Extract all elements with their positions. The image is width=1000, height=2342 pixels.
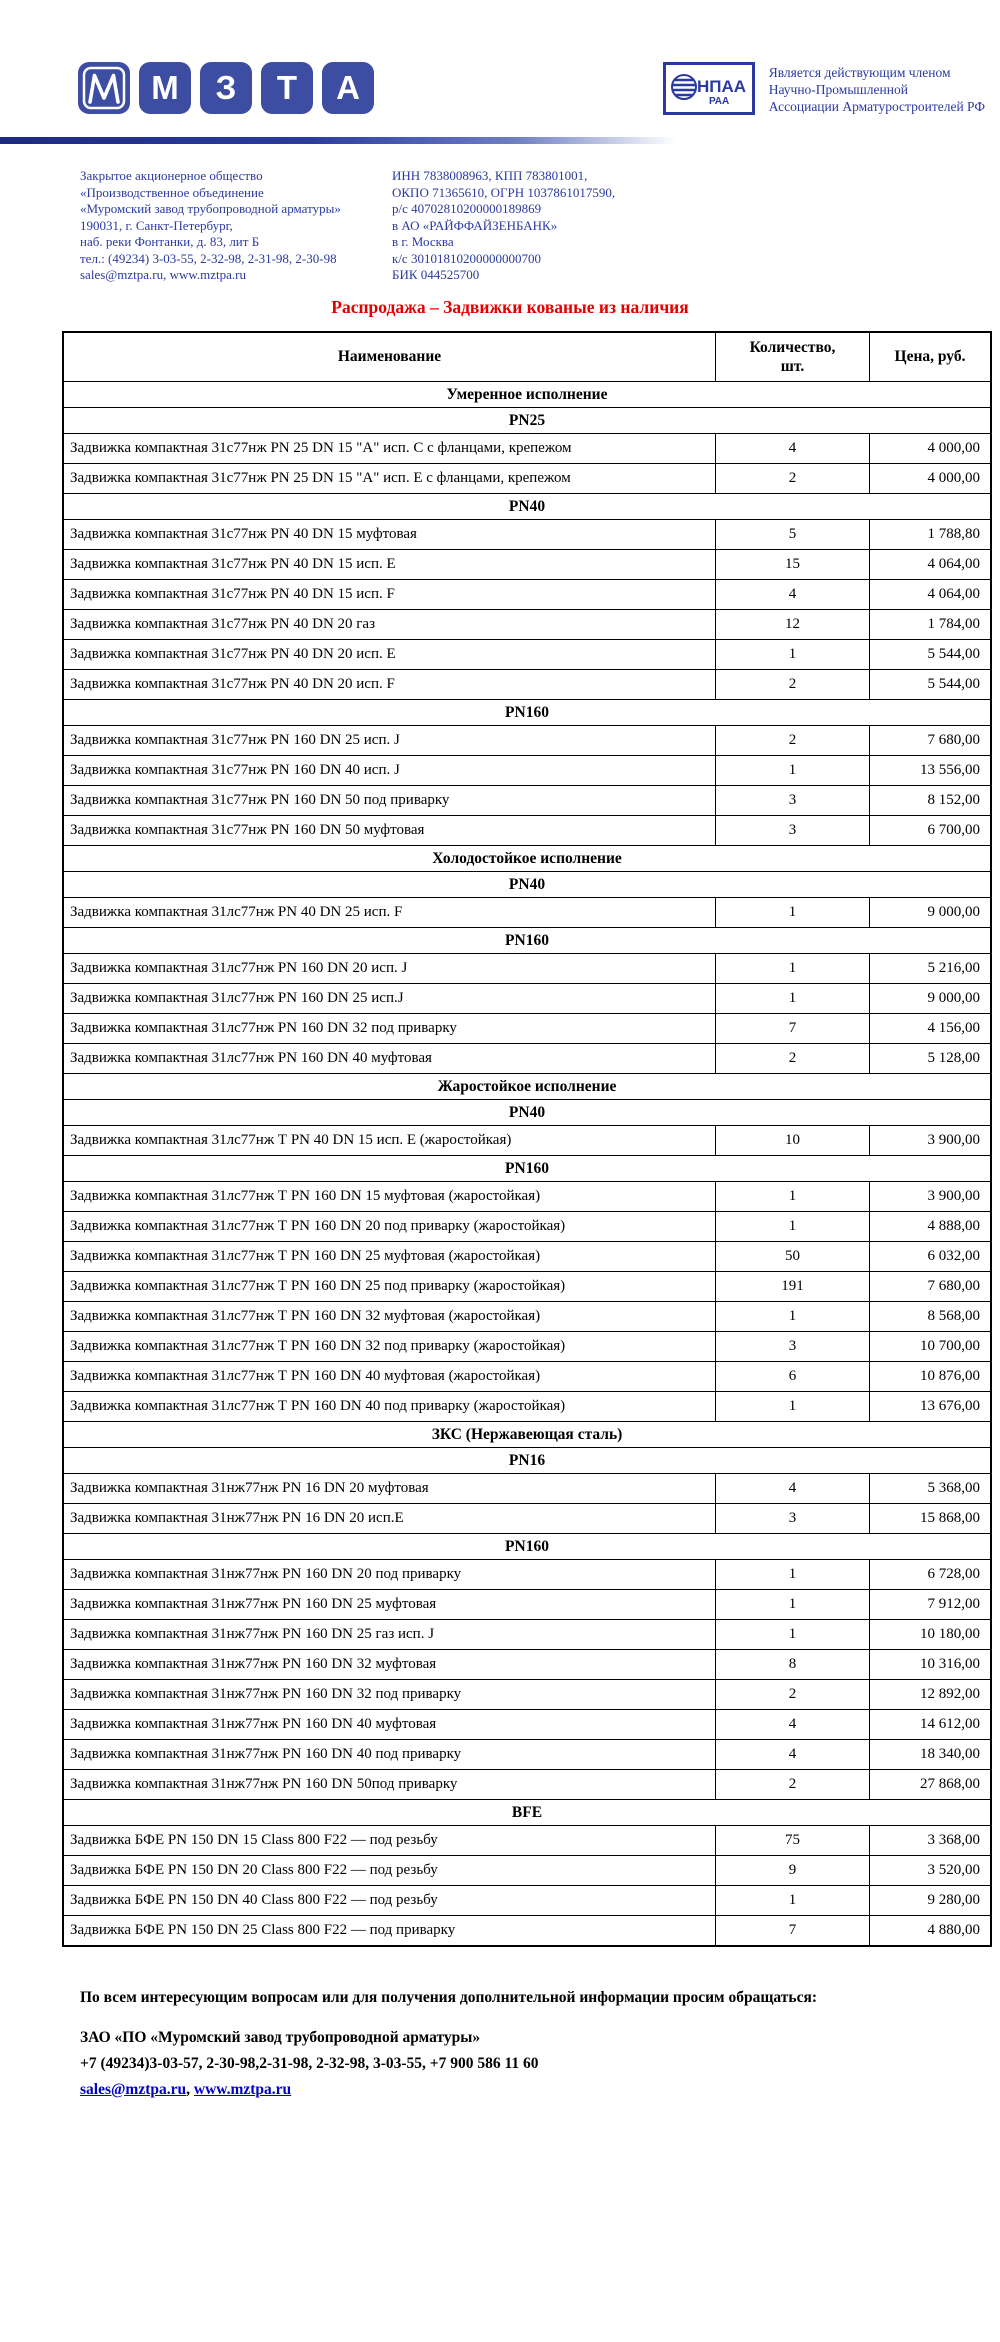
- table-row: [63, 1391, 991, 1421]
- table-row: [63, 1181, 991, 1211]
- section-label-cell: PN160: [63, 927, 991, 953]
- table-row: [63, 897, 991, 927]
- table-row: [63, 983, 991, 1013]
- item-name-cell: Задвижка компактная 31с77нж PN 160 DN 50 муфтовая: [63, 815, 716, 845]
- item-name-cell: Задвижка компактная 31лс77нж Т PN 160 DN 32 муфтовая (жаростойкая): [63, 1301, 716, 1331]
- item-price-cell: 4 000,00: [870, 433, 992, 463]
- subsection-row: [63, 407, 991, 433]
- table-row: [63, 815, 991, 845]
- item-qty-cell: 1: [716, 1885, 870, 1915]
- item-qty-cell: 2: [716, 463, 870, 493]
- table-row: [63, 1211, 991, 1241]
- item-price-cell: 9 280,00: [870, 1885, 992, 1915]
- header-qty-line1: Количество,: [749, 338, 836, 356]
- item-qty-cell: 7: [716, 1915, 870, 1946]
- item-qty-cell: 3: [716, 815, 870, 845]
- section-row: [63, 1421, 991, 1447]
- item-qty-cell: 4: [716, 433, 870, 463]
- item-price-cell: 7 912,00: [870, 1589, 992, 1619]
- mzta-emblem-icon: [78, 62, 130, 114]
- subsection-row: [63, 927, 991, 953]
- table-row: [63, 1361, 991, 1391]
- item-qty-cell: 1: [716, 1391, 870, 1421]
- item-name-cell: Задвижка компактная 31лс77нж Т PN 160 DN 20 под приварку (жаростойкая): [63, 1211, 716, 1241]
- item-qty-cell: 1: [716, 953, 870, 983]
- section-label-cell: PN160: [63, 1533, 991, 1559]
- item-qty-cell: 12: [716, 609, 870, 639]
- item-price-cell: 6 728,00: [870, 1559, 992, 1589]
- company-address-line: Закрытое акционерное общество: [80, 168, 263, 183]
- item-name-cell: Задвижка компактная 31с77нж PN 25 DN 15 "А" исп. Е с фланцами, крепежом: [63, 463, 716, 493]
- table-row: [63, 1825, 991, 1855]
- item-name-cell: Задвижка компактная 31нж77нж PN 160 DN 32 под приварку: [63, 1679, 716, 1709]
- item-qty-cell: 6: [716, 1361, 870, 1391]
- item-qty-cell: 4: [716, 1709, 870, 1739]
- item-name-cell: Задвижка компактная 31лс77нж Т PN 160 DN 32 под приварку (жаростойкая): [63, 1331, 716, 1361]
- table-row: [63, 785, 991, 815]
- table-row: [63, 1915, 991, 1946]
- section-row: [63, 1799, 991, 1825]
- table-row: [63, 549, 991, 579]
- item-price-cell: 8 568,00: [870, 1301, 992, 1331]
- item-name-cell: Задвижка компактная 31с77нж PN 40 DN 20 исп. Е: [63, 639, 716, 669]
- item-price-cell: 5 544,00: [870, 639, 992, 669]
- item-qty-cell: 4: [716, 1473, 870, 1503]
- company-address-line: 190031, г. Санкт-Петербург,: [80, 217, 233, 233]
- table-row: [63, 463, 991, 493]
- table-row: [63, 1013, 991, 1043]
- table-row: [63, 519, 991, 549]
- table-row: [63, 953, 991, 983]
- company-address-line: «Муромский завод трубопроводной арматуры»: [80, 201, 341, 216]
- item-name-cell: Задвижка компактная 31с77нж PN 160 DN 40 исп. J: [63, 755, 716, 785]
- item-name-cell: Задвижка компактная 31лс77нж Т PN 40 DN 15 исп. Е (жаростойкая): [63, 1125, 716, 1155]
- mzta-letter-square: М: [139, 62, 191, 114]
- item-qty-cell: 8: [716, 1649, 870, 1679]
- item-price-cell: 4 880,00: [870, 1915, 992, 1946]
- item-price-cell: 9 000,00: [870, 983, 992, 1013]
- header-name: Наименование: [63, 332, 716, 382]
- item-qty-cell: 1: [716, 639, 870, 669]
- item-name-cell: Задвижка компактная 31с77нж PN 40 DN 15 муфтовая: [63, 519, 716, 549]
- company-address-block: [80, 168, 392, 284]
- table-row: [63, 1331, 991, 1361]
- item-name-cell: Задвижка компактная 31с77нж PN 25 DN 15 "А" исп. С с фланцами, крепежом: [63, 433, 716, 463]
- item-price-cell: 4 888,00: [870, 1211, 992, 1241]
- item-name-cell: Задвижка компактная 31с77нж PN 40 DN 20 исп. F: [63, 669, 716, 699]
- membership-line: Научно-Промышленной: [768, 82, 908, 97]
- item-name-cell: Задвижка компактная 31нж77нж PN 160 DN 32 муфтовая: [63, 1649, 716, 1679]
- item-name-cell: Задвижка компактная 31нж77нж PN 160 DN 25 газ исп. J: [63, 1619, 716, 1649]
- table-row: [63, 579, 991, 609]
- item-qty-cell: 191: [716, 1271, 870, 1301]
- item-price-cell: 1 788,80: [870, 519, 992, 549]
- item-qty-cell: 2: [716, 725, 870, 755]
- item-price-cell: 10 316,00: [870, 1649, 992, 1679]
- membership-line: Является действующим членом: [768, 65, 951, 80]
- table-row: [63, 1503, 991, 1533]
- section-label-cell: PN40: [63, 871, 991, 897]
- table-header-row: [63, 332, 991, 382]
- item-price-cell: 3 900,00: [870, 1125, 992, 1155]
- table-row: [63, 1679, 991, 1709]
- table-row: [63, 1709, 991, 1739]
- item-name-cell: Задвижка компактная 31лс77нж Т PN 160 DN 40 под приварку (жаростойкая): [63, 1391, 716, 1421]
- table-row: [63, 1769, 991, 1799]
- section-label-cell: BFE: [63, 1799, 991, 1825]
- item-price-cell: 5 128,00: [870, 1043, 992, 1073]
- footer-note: По всем интересующим вопросам или для получения дополнительной информации просим обращаться:: [80, 1988, 818, 2006]
- section-label-cell: PN160: [63, 1155, 991, 1181]
- item-name-cell: Задвижка компактная 31с77нж PN 40 DN 15 исп. Е: [63, 549, 716, 579]
- table-row: [63, 639, 991, 669]
- table-row: [63, 1739, 991, 1769]
- item-price-cell: 10 876,00: [870, 1361, 992, 1391]
- npaa-logo-icon: [663, 62, 755, 115]
- company-requisites-line: в АО «РАЙФФАЙЗЕНБАНК»: [392, 217, 558, 233]
- item-price-cell: 3 900,00: [870, 1181, 992, 1211]
- page-title: Распродажа – Задвижки кованые из наличия: [331, 296, 689, 317]
- item-name-cell: Задвижка компактная 31лс77нж Т PN 160 DN 25 под приварку (жаростойкая): [63, 1271, 716, 1301]
- item-name-cell: Задвижка компактная 31с77нж PN 160 DN 50 под приварку: [63, 785, 716, 815]
- item-name-cell: Задвижка компактная 31нж77нж PN 16 DN 20 исп.Е: [63, 1503, 716, 1533]
- item-price-cell: 6 700,00: [870, 815, 992, 845]
- item-qty-cell: 2: [716, 1043, 870, 1073]
- table-row: [63, 1885, 991, 1915]
- item-price-cell: 27 868,00: [870, 1769, 992, 1799]
- membership-line: Ассоциации Арматуростроителей РФ: [768, 99, 985, 114]
- item-qty-cell: 3: [716, 785, 870, 815]
- item-qty-cell: 15: [716, 549, 870, 579]
- subsection-row: [63, 1447, 991, 1473]
- footer-site-link[interactable]: www.mztpa.ru: [193, 2080, 292, 2098]
- item-price-cell: 4 156,00: [870, 1013, 992, 1043]
- company-requisites-block: [392, 168, 722, 284]
- mzta-letter-square: А: [322, 62, 374, 114]
- item-qty-cell: 1: [716, 1211, 870, 1241]
- table-row: [63, 609, 991, 639]
- item-price-cell: 15 868,00: [870, 1503, 992, 1533]
- item-name-cell: Задвижка компактная 31нж77нж PN 16 DN 20 муфтовая: [63, 1473, 716, 1503]
- item-price-cell: 10 180,00: [870, 1619, 992, 1649]
- table-row: [63, 1473, 991, 1503]
- table-row: [63, 725, 991, 755]
- subsection-row: [63, 1099, 991, 1125]
- company-requisites-line: в г. Москва: [392, 234, 454, 249]
- item-name-cell: Задвижка компактная 31лс77нж Т PN 160 DN 40 муфтовая (жаростойкая): [63, 1361, 716, 1391]
- price-table: [62, 331, 992, 1947]
- company-address-line: «Производственное объединение: [80, 184, 264, 200]
- item-price-cell: 4 064,00: [870, 549, 992, 579]
- item-price-cell: 18 340,00: [870, 1739, 992, 1769]
- table-row: [63, 1125, 991, 1155]
- subsection-row: [63, 493, 991, 519]
- item-price-cell: 4 000,00: [870, 463, 992, 493]
- item-qty-cell: 5: [716, 519, 870, 549]
- mzta-letter-square: З: [200, 62, 252, 114]
- mzta-letter-square: Т: [261, 62, 313, 114]
- company-requisites-line: р/с 40702810200000189869: [392, 201, 542, 216]
- footer-links: [80, 2077, 958, 2103]
- item-price-cell: 6 032,00: [870, 1241, 992, 1271]
- npaa-sub-letters: РАА: [708, 96, 729, 107]
- item-qty-cell: 4: [716, 1739, 870, 1769]
- item-name-cell: Задвижка компактная 31лс77нж Т PN 160 DN 25 муфтовая (жаростойкая): [63, 1241, 716, 1271]
- item-qty-cell: 1: [716, 755, 870, 785]
- subsection-row: [63, 1533, 991, 1559]
- company-info: [0, 144, 1000, 284]
- item-price-cell: 5 544,00: [870, 669, 992, 699]
- section-label-cell: PN25: [63, 407, 991, 433]
- table-row: [63, 1241, 991, 1271]
- section-label-cell: PN40: [63, 493, 991, 519]
- company-requisites-line: к/с 30101810200000000700: [392, 250, 541, 266]
- header-divider-bar: [0, 137, 690, 144]
- item-price-cell: 3 520,00: [870, 1855, 992, 1885]
- section-label-cell: PN160: [63, 699, 991, 725]
- item-qty-cell: 1: [716, 1181, 870, 1211]
- table-row: [63, 1619, 991, 1649]
- item-price-cell: 13 556,00: [870, 755, 992, 785]
- header-qty: [716, 332, 870, 382]
- table-row: [63, 1301, 991, 1331]
- table-row: [63, 669, 991, 699]
- item-name-cell: Задвижка компактная 31нж77нж PN 160 DN 40 муфтовая: [63, 1709, 716, 1739]
- header-price: Цена, руб.: [870, 332, 992, 382]
- mzta-letter-squares: [139, 62, 374, 114]
- header-qty-line2: шт.: [780, 357, 805, 375]
- company-requisites-line: БИК 044525700: [392, 267, 480, 282]
- section-row: [63, 381, 991, 407]
- footer-link-separator: ,: [186, 2080, 194, 2098]
- item-name-cell: Задвижка компактная 31лс77нж PN 160 DN 40 муфтовая: [63, 1043, 716, 1073]
- npaa-letters: НПАА: [696, 77, 746, 96]
- item-price-cell: 5 216,00: [870, 953, 992, 983]
- item-qty-cell: 4: [716, 579, 870, 609]
- footer: [0, 1947, 958, 2103]
- item-qty-cell: 10: [716, 1125, 870, 1155]
- section-label-cell: Жаростойкое исполнение: [63, 1073, 991, 1099]
- item-price-cell: 7 680,00: [870, 725, 992, 755]
- item-name-cell: Задвижка компактная 31лс77нж PN 40 DN 25 исп. F: [63, 897, 716, 927]
- section-row: [63, 845, 991, 871]
- item-price-cell: 9 000,00: [870, 897, 992, 927]
- item-name-cell: Задвижка БФЕ PN 150 DN 15 Class 800 F22 — под резьбу: [63, 1825, 716, 1855]
- footer-phones: +7 (49234)3-03-57, 2-30-98,2-31-98, 2-32-98, 3-03-55, +7 900 586 11 60: [80, 2054, 539, 2072]
- section-row: [63, 1073, 991, 1099]
- item-qty-cell: 1: [716, 1619, 870, 1649]
- section-label-cell: PN16: [63, 1447, 991, 1473]
- price-table-body: [63, 381, 991, 1946]
- section-label-cell: PN40: [63, 1099, 991, 1125]
- item-name-cell: Задвижка компактная 31нж77нж PN 160 DN 20 под приварку: [63, 1559, 716, 1589]
- item-name-cell: Задвижка компактная 31с77нж PN 160 DN 25 исп. J: [63, 725, 716, 755]
- section-label-cell: Умеренное исполнение: [63, 381, 991, 407]
- item-name-cell: Задвижка компактная 31нж77нж PN 160 DN 25 муфтовая: [63, 1589, 716, 1619]
- item-qty-cell: 1: [716, 1559, 870, 1589]
- item-name-cell: Задвижка компактная 31нж77нж PN 160 DN 40 под приварку: [63, 1739, 716, 1769]
- item-qty-cell: 1: [716, 983, 870, 1013]
- item-name-cell: Задвижка БФЕ PN 150 DN 25 Class 800 F22 — под приварку: [63, 1915, 716, 1946]
- footer-company: ЗАО «ПО «Муромский завод трубопроводной арматуры»: [80, 2028, 481, 2046]
- item-qty-cell: 1: [716, 1301, 870, 1331]
- item-price-cell: 13 676,00: [870, 1391, 992, 1421]
- subsection-row: [63, 871, 991, 897]
- table-row: [63, 1649, 991, 1679]
- item-name-cell: Задвижка БФЕ PN 150 DN 20 Class 800 F22 — под резьбу: [63, 1855, 716, 1885]
- item-qty-cell: 50: [716, 1241, 870, 1271]
- item-qty-cell: 75: [716, 1825, 870, 1855]
- item-qty-cell: 7: [716, 1013, 870, 1043]
- item-qty-cell: 2: [716, 1769, 870, 1799]
- company-address-line: тел.: (49234) 3-03-55, 2-32-98, 2-31-98, 2-30-98: [80, 250, 337, 266]
- item-name-cell: Задвижка компактная 31лс77нж PN 160 DN 25 исп.J: [63, 983, 716, 1013]
- company-address-line: наб. реки Фонтанки, д. 83, лит Б: [80, 234, 260, 249]
- item-price-cell: 5 368,00: [870, 1473, 992, 1503]
- item-name-cell: Задвижка компактная 31лс77нж PN 160 DN 20 исп. J: [63, 953, 716, 983]
- table-row: [63, 433, 991, 463]
- item-name-cell: Задвижка компактная 31лс77нж Т PN 160 DN 15 муфтовая (жаростойкая): [63, 1181, 716, 1211]
- item-price-cell: 1 784,00: [870, 609, 992, 639]
- item-price-cell: 3 368,00: [870, 1825, 992, 1855]
- table-row: [63, 755, 991, 785]
- item-price-cell: 10 700,00: [870, 1331, 992, 1361]
- item-price-cell: 4 064,00: [870, 579, 992, 609]
- item-qty-cell: 2: [716, 1679, 870, 1709]
- item-name-cell: Задвижка компактная 31с77нж PN 40 DN 20 газ: [63, 609, 716, 639]
- item-qty-cell: 3: [716, 1503, 870, 1533]
- membership-text: [769, 62, 985, 115]
- item-qty-cell: 2: [716, 669, 870, 699]
- subsection-row: [63, 1155, 991, 1181]
- company-requisites-line: ИНН 7838008963, КПП 783801001,: [392, 168, 588, 183]
- header: [0, 0, 1000, 115]
- item-price-cell: 12 892,00: [870, 1679, 992, 1709]
- item-name-cell: Задвижка компактная 31нж77нж PN 160 DN 50под приварку: [63, 1769, 716, 1799]
- item-name-cell: Задвижка компактная 31лс77нж PN 160 DN 32 под приварку: [63, 1013, 716, 1043]
- item-price-cell: 14 612,00: [870, 1709, 992, 1739]
- item-price-cell: 7 680,00: [870, 1271, 992, 1301]
- membership-block: [663, 62, 985, 115]
- section-label-cell: ЗКС (Нержавеющая сталь): [63, 1421, 991, 1447]
- item-qty-cell: 3: [716, 1331, 870, 1361]
- table-row: [63, 1043, 991, 1073]
- item-qty-cell: 1: [716, 1589, 870, 1619]
- section-label-cell: Холодостойкое исполнение: [63, 845, 991, 871]
- footer-email-link[interactable]: sales@mztpa.ru: [80, 2080, 187, 2098]
- item-qty-cell: 1: [716, 897, 870, 927]
- table-row: [63, 1271, 991, 1301]
- item-name-cell: Задвижка компактная 31с77нж PN 40 DN 15 исп. F: [63, 579, 716, 609]
- table-row: [63, 1559, 991, 1589]
- mzta-logo: [78, 62, 374, 114]
- item-name-cell: Задвижка БФЕ PN 150 DN 40 Class 800 F22 — под резьбу: [63, 1885, 716, 1915]
- company-address-line: sales@mztpa.ru, www.mztpa.ru: [80, 267, 246, 282]
- item-price-cell: 8 152,00: [870, 785, 992, 815]
- company-requisites-line: ОКПО 71365610, ОГРН 1037861017590,: [392, 184, 616, 200]
- table-row: [63, 1855, 991, 1885]
- table-row: [63, 1589, 991, 1619]
- item-qty-cell: 9: [716, 1855, 870, 1885]
- subsection-row: [63, 699, 991, 725]
